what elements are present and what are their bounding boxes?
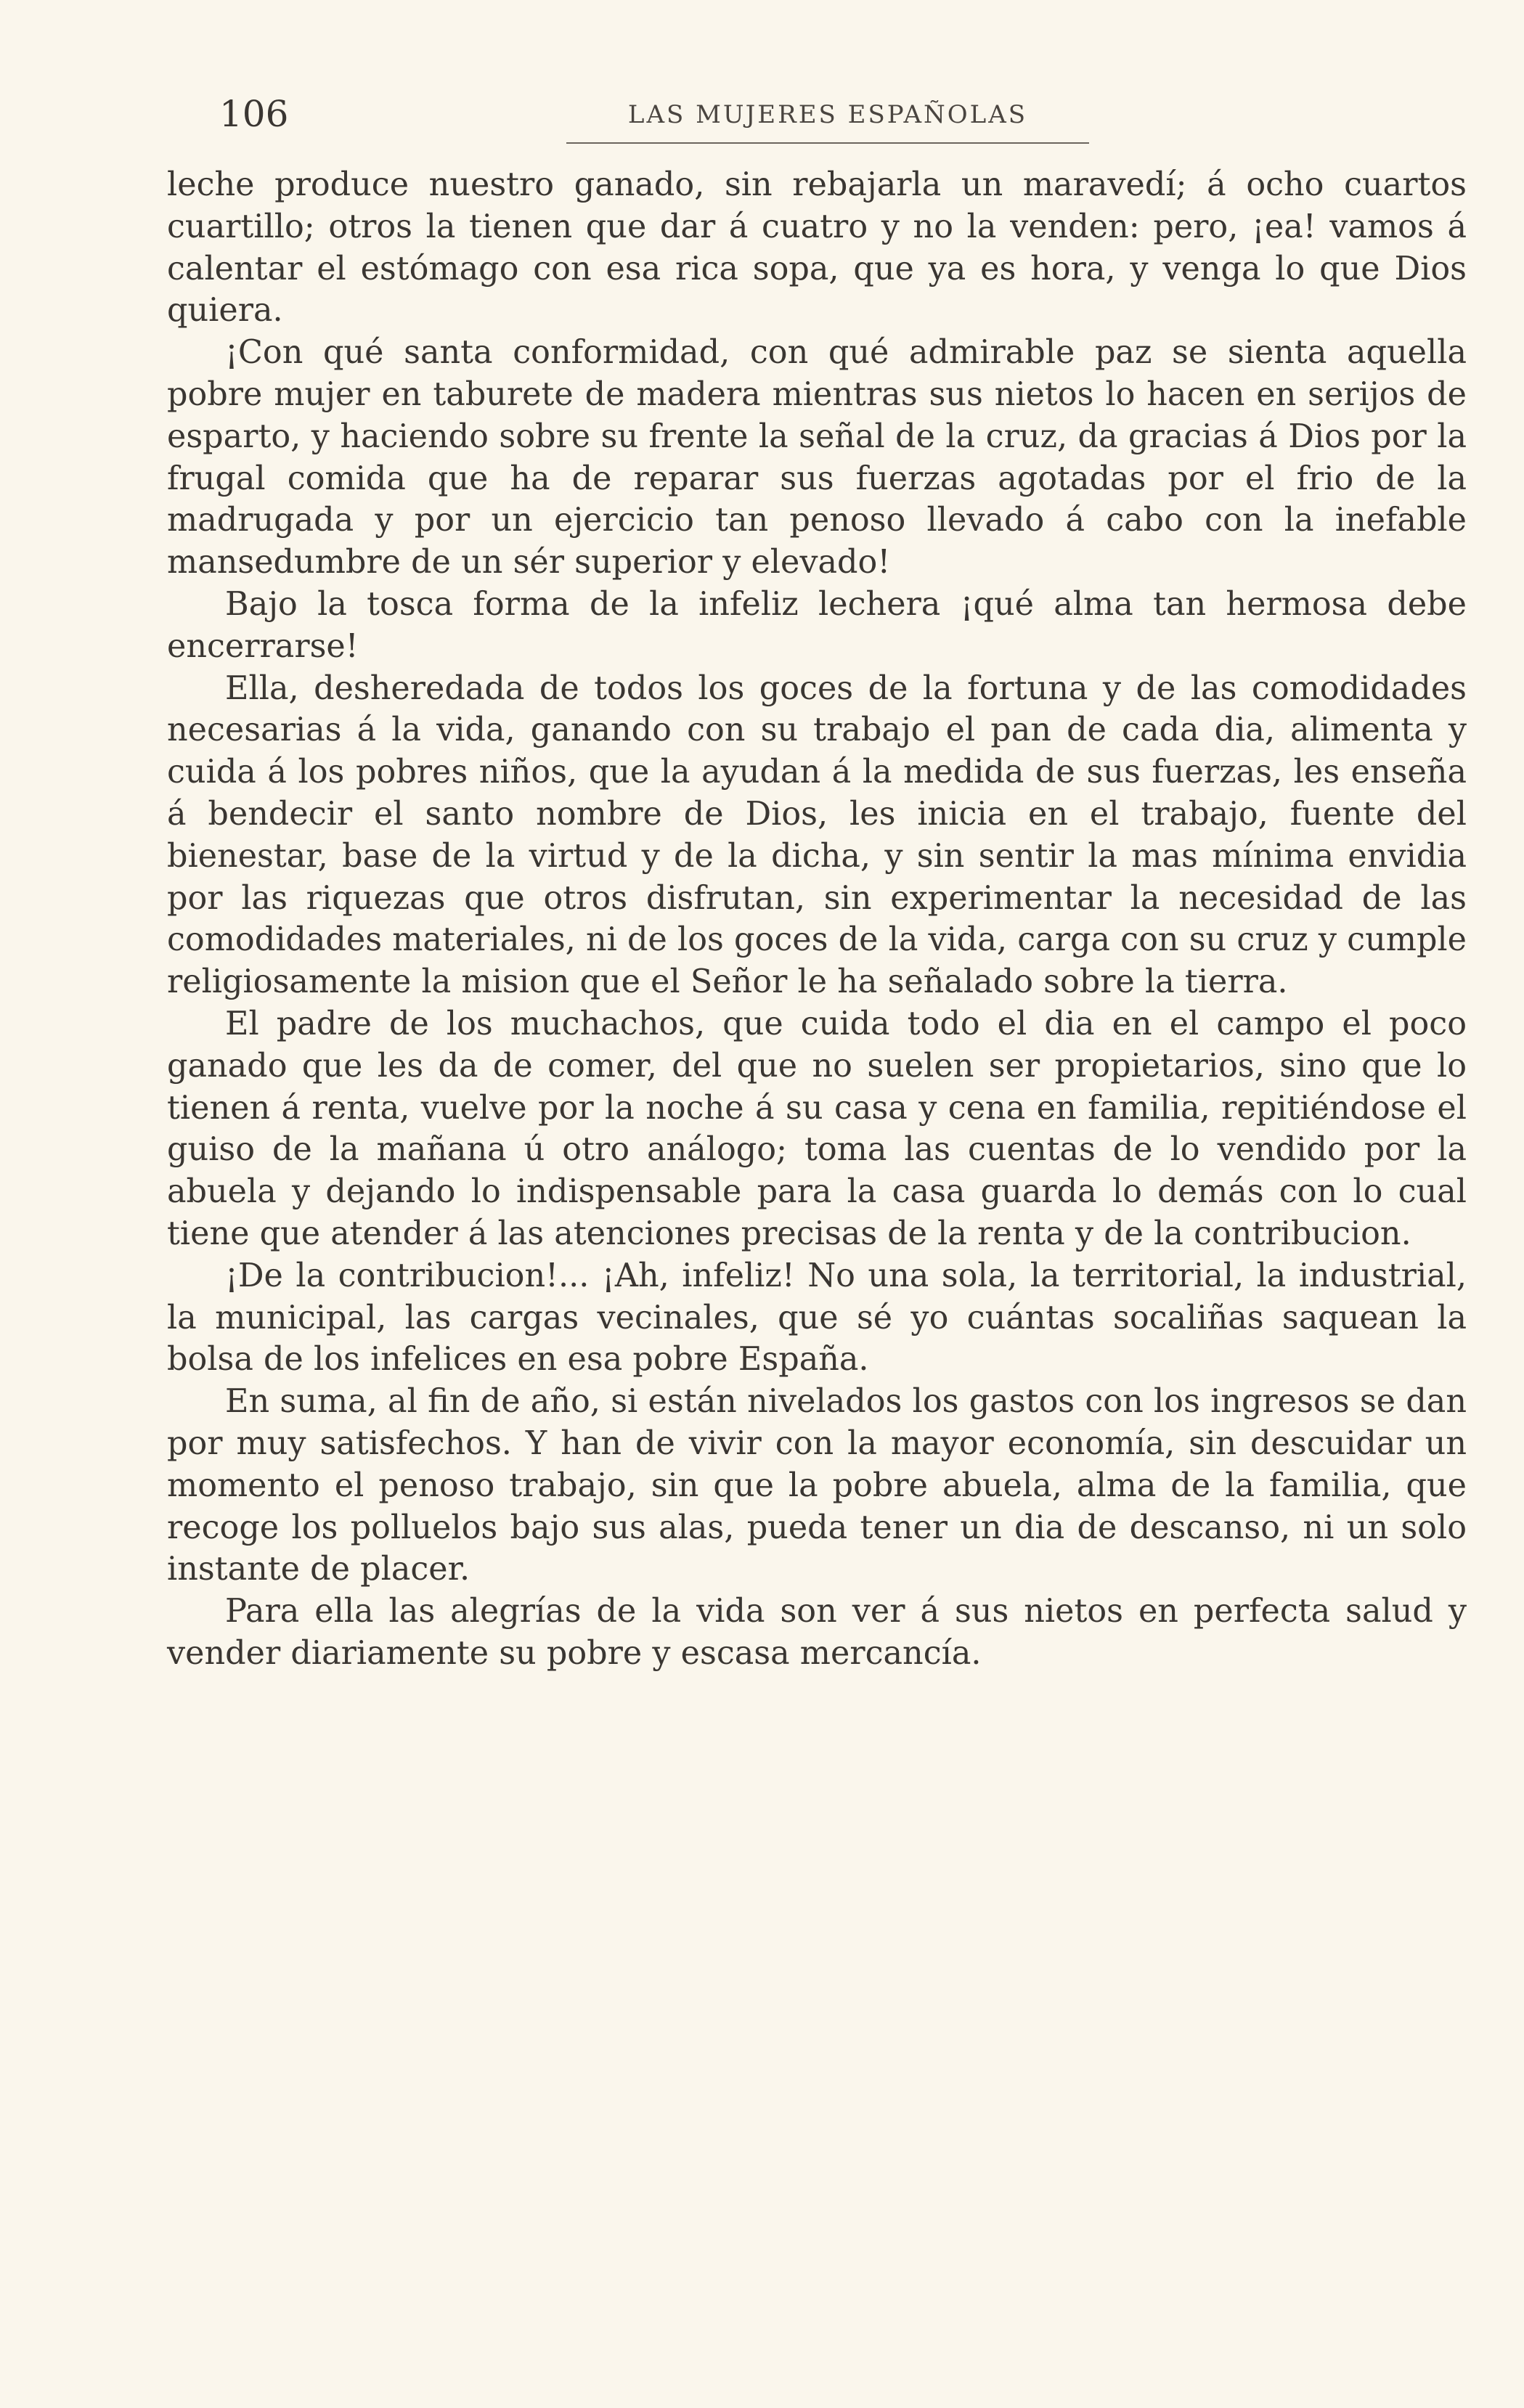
paragraph-2: ¡Con qué santa conformidad, con qué admirable paz se sienta aquella pobre mujer en taburete de madera mientras sus nietos lo hacen en serijos de esparto, y haciendo sobre su frente la señal de la cruz, da gracias á Dios por la frugal comida que ha de reparar sus fuerzas agotadas por el frio de la madrugada y por un ejercicio tan penoso llevado á cabo con la inefable mansedumbre de un sér superior y elevado! <box>167 334 1467 581</box>
paragraph-1: leche produce nuestro ganado, sin rebajarla un maravedí; á ocho cuartos cuartillo; otros la tienen que dar á cuatro y no la venden: pero, ¡ea! vamos á calentar el estómago con esa rica sopa, que ya es hora, y venga lo que Dios quiera. <box>167 166 1467 330</box>
body-text <box>167 164 1467 1675</box>
paragraph-3: Bajo la tosca forma de la infeliz lechera ¡qué alma tan hermosa debe encerrarse! <box>167 585 1467 665</box>
page-number: 106 <box>219 93 289 135</box>
header-rule <box>566 142 1089 144</box>
paragraph-8: Para ella las alegrías de la vida son ver á sus nietos en perfecta salud y vender diariamente su pobre y escasa mercancía. <box>167 1593 1467 1672</box>
paragraph-7: En suma, al fin de año, si están nivelados los gastos con los ingresos se dan por muy satisfechos. Y han de vivir con la mayor economía, sin descuidar un momento el penoso trabajo, sin que la pobre abuela, alma de la familia, que recoge los polluelos bajo sus alas, pueda tener un dia de descanso, ni un solo instante de placer. <box>167 1383 1467 1588</box>
paragraph-4: Ella, desheredada de todos los goces de la fortuna y de las comodidades necesarias á la vida, ganando con su trabajo el pan de cada dia, alimenta y cuida á los pobres niños, que la ayudan á la medida de sus fuerzas, les enseña á bendecir el santo nombre de Dios, les inicia en el trabajo, fuente del bienestar, base de la virtud y de la dicha, y sin sentir la mas mínima envidia por las riquezas que otros disfrutan, sin experimentar la necesidad de las comodidades materiales, ni de los goces de la vida, carga con su cruz y cumple religiosamente la mision que el Señor le ha señalado sobre la tierra. <box>167 669 1467 1001</box>
paragraph-6: ¡De la contribucion!... ¡Ah, infeliz! No una sola, la territorial, la industrial, la municipal, las cargas vecinales, que sé yo cuántas socaliñas saquean la bolsa de los infelices en esa pobre España. <box>167 1257 1467 1379</box>
paragraph-5: El padre de los muchachos, que cuida todo el dia en el campo el poco ganado que les da de comer, del que no suelen ser propietarios, sino que lo tienen á renta, vuelve por la noche á su casa y cena en familia, repitiéndose el guiso de la mañana ú otro análogo; toma las cuentas de lo vendido por la abuela y dejando lo indispensable para la casa guarda lo demás con lo cual tiene que atender á las atenciones precisas de la renta y de la contribucion. <box>167 1005 1467 1252</box>
running-title: LAS MUJERES ESPAÑOLAS <box>627 100 1028 129</box>
